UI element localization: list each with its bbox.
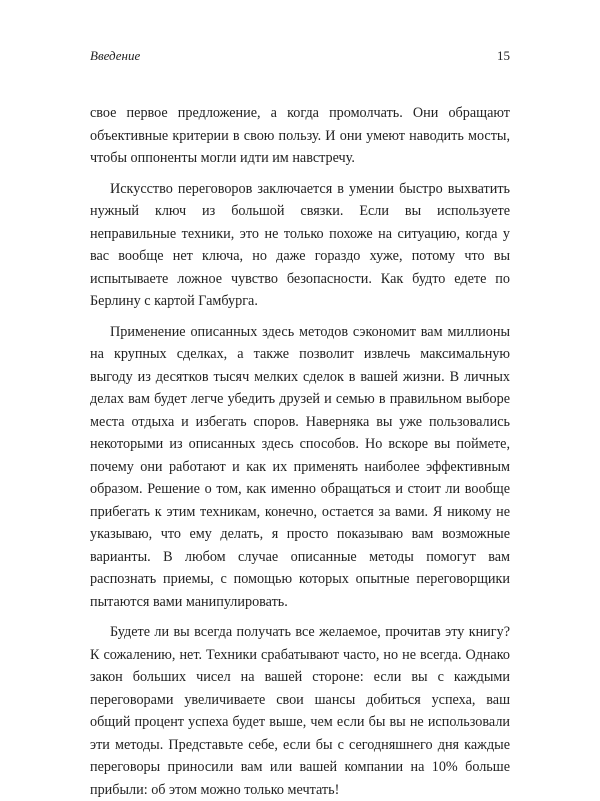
paragraph-2: Искусство переговоров заключается в умении быстро выхватить нужный ключ из большой связки. Если вы используете неправильные техники, это не только похоже на ситуацию, когда у вас вообще нет ключа, но даже гораздо хуже, потому что вы испытываете ложное чувство безопасности. Как будто едете по Берлину с картой Гамбурга. [90, 180, 510, 309]
paragraph-3: Применение описанных здесь методов сэкономит вам миллионы на крупных сделках, а также позволит извлечь максимальную выгоду из десятков тысяч мелких сделок в вашей жизни. В личных делах вам будет легче убедить друзей и семью в правильном выборе места отдыха и избегать споров. Наверняка вы уже пользовались некоторыми из описанных здесь способов. Но вскоре вы поймете, почему они работают и как их применять наиболее эффективным образом. Решение о том, как именно обращаться и стоит ли вообще прибегать к этим техникам, конечно, остается за вами. Я никому не указываю, что ему делать, я просто показываю вам возможные варианты. В любом случае описанные методы помогут вам распознать приемы, с помощью которых опытные переговорщики пытаются вами манипулировать. [90, 323, 510, 610]
paragraph-1: свое первое предложение, а когда промолчать. Они обращают объективные критерии в свою пользу. И они умеют наводить мосты, чтобы оппоненты могли идти им навстречу. [90, 105, 510, 166]
running-header [90, 48, 510, 74]
section-title: Введение [90, 48, 141, 63]
book-page [90, 48, 510, 801]
body-text [90, 102, 510, 801]
paragraph-4: Будете ли вы всегда получать все желаемое, прочитав эту книгу? К сожалению, нет. Техники срабатывают часто, но не всегда. Однако закон больших чисел на вашей стороне: если вы с каждыми переговорами увеличиваете свои шансы добиться успеха, ваш общий процент успеха будет выше, чем если бы вы не использовали эти методы. Представьте себе, если бы с сегодняшнего дня каждые переговоры приносили вам или вашей компании на 10% больше прибыли: об этом можно только мечтать! [90, 624, 510, 798]
page-number: 15 [497, 48, 510, 63]
